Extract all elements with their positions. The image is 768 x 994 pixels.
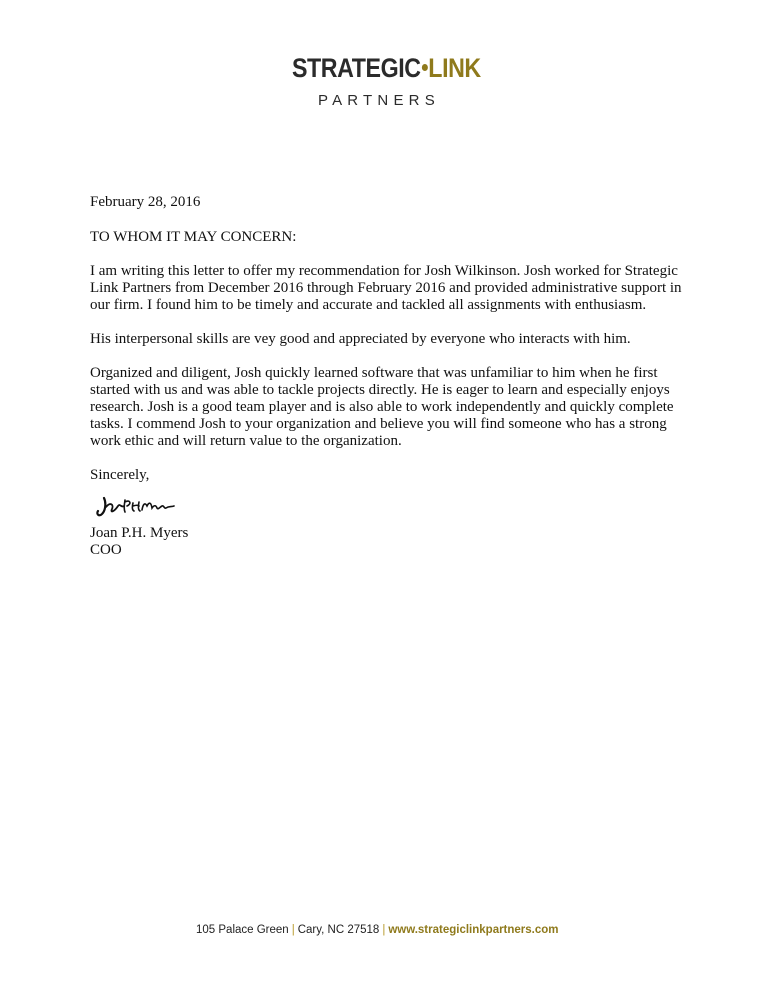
logo-strategic-text: STRATEGIC bbox=[292, 53, 421, 83]
signer-name: Joan P.H. Myers bbox=[90, 525, 189, 541]
footer-address: 105 Palace Green bbox=[196, 924, 289, 936]
logo-subtitle: PARTNERS bbox=[318, 92, 440, 109]
footer-separator: | bbox=[291, 924, 295, 936]
letter-paragraph-3: Organized and diligent, Josh quickly learned software that was unfamiliar to him when he first started with us and was able to tackle projects directly. He is eager to learn and especially enjoys research. Josh is a good team player and is also able to work independently and quickly complete tasks. I commend Josh to your organization and believe you will find someone who has a strong work ethic and will return value to the organization. bbox=[90, 365, 674, 449]
letter-salutation: TO WHOM IT MAY CONCERN: bbox=[90, 229, 297, 245]
letter-paragraph-2: His interpersonal skills are vey good and appreciated by everyone who interacts with him. bbox=[90, 331, 631, 347]
company-logo bbox=[292, 52, 482, 112]
letter-body bbox=[90, 194, 690, 559]
letter-date: February 28, 2016 bbox=[90, 194, 201, 210]
letter-paragraph-1: I am writing this letter to offer my recommendation for Josh Wilkinson. Josh worked for Strategic Link Partners from December 2016 through February 2016 and provided administrative support in our firm. I found him to be timely and accurate and tackled all assignments with enthusiasm. bbox=[90, 263, 682, 313]
footer-separator: | bbox=[382, 924, 386, 936]
footer-website-link[interactable]: www.strategiclinkpartners.com bbox=[388, 924, 559, 936]
letter-closing: Sincerely, bbox=[90, 467, 150, 483]
logo-wordmark bbox=[292, 52, 481, 84]
footer-city: Cary, NC 27518 bbox=[297, 924, 380, 936]
signer-title: COO bbox=[90, 542, 122, 558]
logo-dot-icon bbox=[421, 64, 427, 71]
letter-footer bbox=[196, 924, 559, 936]
signature-image bbox=[94, 492, 180, 520]
logo-link-text: LINK bbox=[428, 53, 481, 83]
